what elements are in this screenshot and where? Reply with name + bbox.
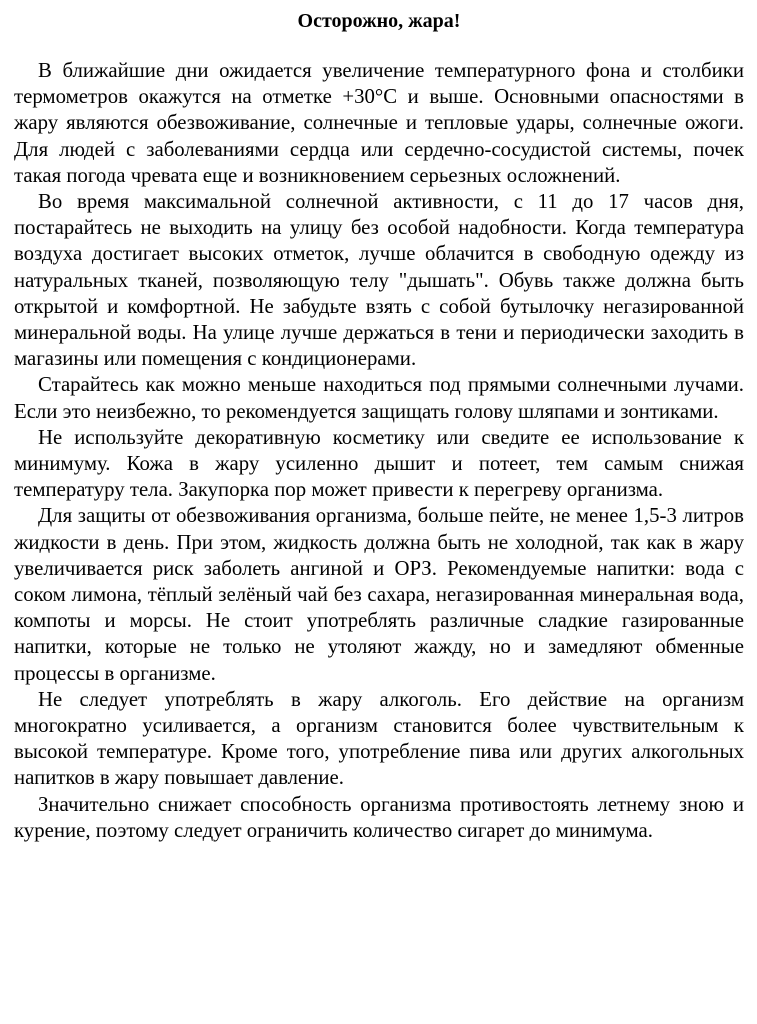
- paragraph-heat-forecast: В ближайшие дни ожидается увеличение температурного фона и столбики термометров окажутся на отметке +30°С и выше. Основными опасностями в жару являются обезвоживание, солнечные и тепловые удары, солнечные ожоги. Для людей с заболеваниями сердца или сердечно-сосудистой системы, почек такая погода чревата еще и возникновением серьезных осложнений.: [14, 59, 744, 187]
- document-title: Осторожно, жара!: [297, 10, 461, 32]
- paragraph-smoking: Значительно снижает способность организма противостоять летнему зною и курение, поэтому следует ограничить количество сигарет до минимума.: [14, 792, 744, 842]
- paragraph-alcohol: Не следует употреблять в жару алкоголь. Его действие на организм многократно усиливается, а организм становится более чувствительным к высокой температуре. Кроме того, употребление пива или других алкогольных напитков в жару повышает давление.: [14, 687, 744, 790]
- paragraph-direct-sunlight: Старайтесь как можно меньше находиться под прямыми солнечными лучами. Если это неизбежно, то рекомендуется защищать голову шляпами и зонтиками.: [14, 373, 744, 423]
- paragraph-cosmetics: Не используйте декоративную косметику или сведите ее использование к минимуму. Кожа в жару усиленно дышит и потеет, тем самым снижая температуру тела. Закупорка пор может привести к перегреву организма.: [14, 425, 744, 502]
- document-page: [14, 8, 744, 844]
- paragraph-dehydration: Для защиты от обезвоживания организма, больше пейте, не менее 1,5-3 литров жидкости в день. При этом, жидкость должна быть не холодной, так как в жару увеличивается риск заболеть ангиной и ОРЗ. Рекомендуемые напитки: вода с соком лимона, тёплый зелёный чай без сахара, негазированная минеральная вода, компоты и морсы. Не стоит употреблять различные сладкие газированные напитки, которые не только не утоляют жажду, но и замедляют обменные процессы в организме.: [14, 504, 744, 685]
- paragraph-sun-activity: Во время максимальной солнечной активности, с 11 до 17 часов дня, постарайтесь не выходить на улицу без особой надобности. Когда температура воздуха достигает высоких отметок, лучше облачится в свободную одежду из натуральных тканей, позволяющую телу "дышать". Обувь также должна быть открытой и комфортной. Не забудьте взять с собой бутылочку негазированной минеральной воды. На улице лучше держаться в тени и периодически заходить в магазины или помещения с кондиционерами.: [14, 190, 744, 371]
